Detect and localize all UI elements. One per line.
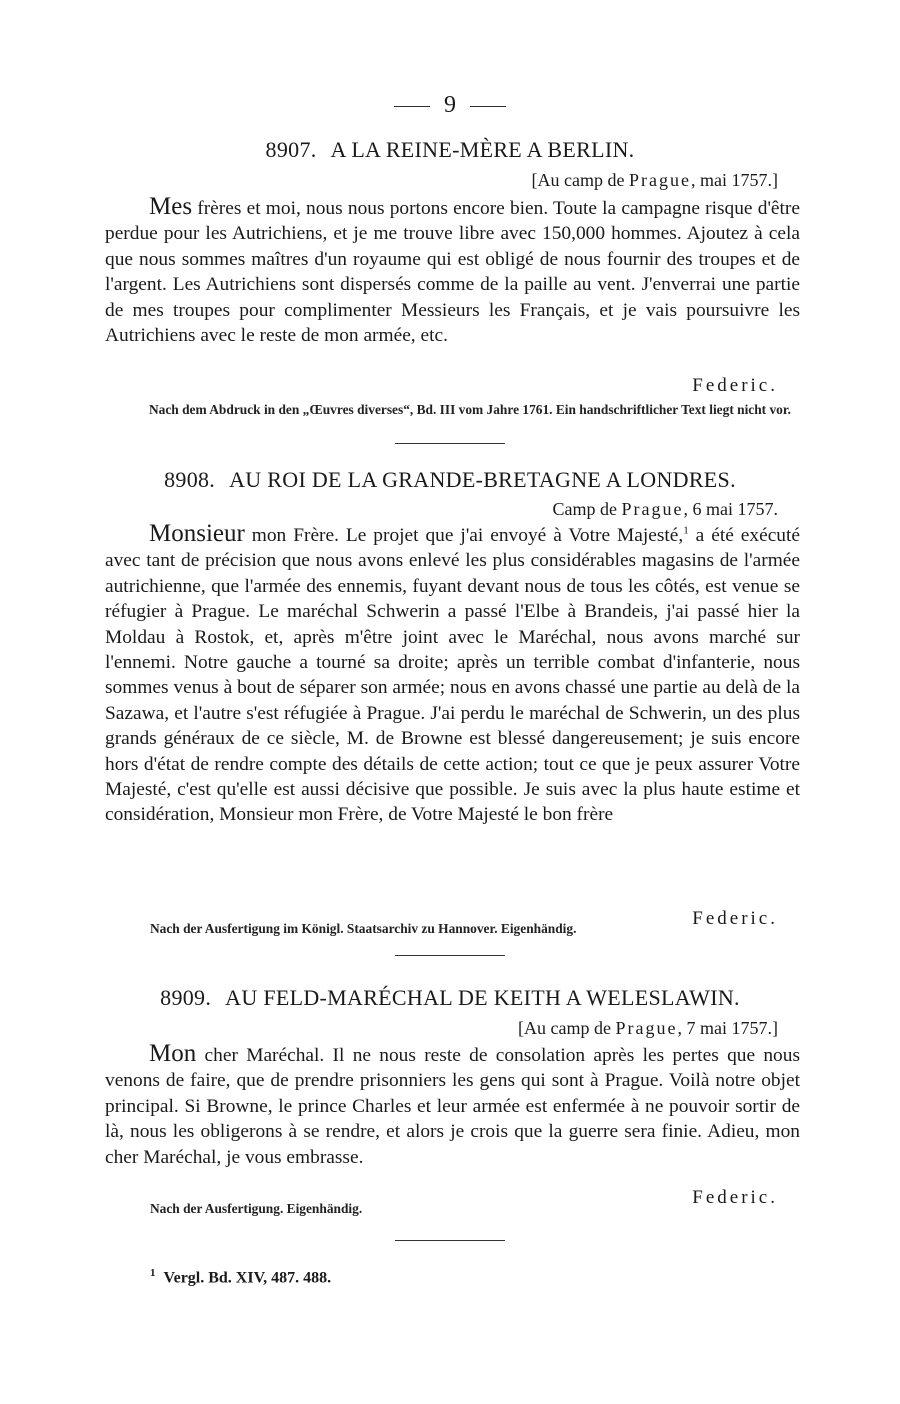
page-number-dash-right bbox=[470, 106, 506, 107]
footnote-mark: 1 bbox=[150, 1267, 156, 1279]
page-number: 9 bbox=[0, 90, 900, 120]
dateline-8907: [Au camp de Prague, mai 1757.] bbox=[531, 170, 778, 190]
signature-8907: Federic. bbox=[692, 375, 778, 396]
letter-title: A LA REINE-MÈRE A BERLIN. bbox=[330, 137, 635, 162]
separator-rule bbox=[395, 443, 505, 444]
letter-title: AU ROI DE LA GRANDE-BRETAGNE A LONDRES. bbox=[229, 467, 736, 492]
separator-rule bbox=[395, 1240, 505, 1241]
letter-body-8909: Mon cher Maréchal. Il ne nous reste de consolation après les pertes que nous venons de faire, que de prendre prisonniers les gens qui sont à Prague. Voilà notre objet principal. Si Browne, le prince Charles et leur armée est enfermée à ne pouvoir sortir de là, nous les obligerons à se rendre, et alors je crois que la guerre sera finie. Adieu, mon cher Maréchal, je vous embrasse. bbox=[105, 1040, 800, 1168]
letter-heading-8907 bbox=[0, 136, 900, 164]
letter-number: 8907. bbox=[265, 137, 317, 162]
letter-number: 8909. bbox=[160, 985, 212, 1010]
letter-title: AU FELD-MARÉCHAL DE KEITH A WELESLAWIN. bbox=[225, 985, 740, 1010]
dateline-8908: Camp de Prague, 6 mai 1757. bbox=[552, 499, 778, 519]
signature-8908: Federic. bbox=[692, 908, 778, 929]
footnote-reference: 1 bbox=[683, 524, 689, 537]
dateline-8909: [Au camp de Prague, 7 mai 1757.] bbox=[518, 1018, 778, 1038]
source-note-8908: Nach der Ausfertigung im Königl. Staatsarchiv zu Hannover. Eigenhändig. bbox=[150, 921, 577, 936]
footnote bbox=[150, 1262, 331, 1289]
source-note-8907: Nach dem Abdruck in den „Œuvres diverses“, Bd. III vom Jahre 1761. Ein handschriftlicher Text liegt nicht vor. bbox=[149, 402, 791, 417]
letter-heading-8908 bbox=[0, 466, 900, 494]
page-number-dash-left bbox=[394, 106, 430, 107]
letter-body-8907: Mes frères et moi, nous nous portons encore bien. Toute la campagne risque d'être perdue pour les Autrichiens, et je me trouve libre avec 150,000 hommes. Ajoutez à cela que nous sommes maîtres d'un royaume qui est obligé de nous fournir des troupes et de l'argent. Les Autrichiens sont dispersés comme de la paille au vent. J'enverrai une partie de mes troupes pour complimenter Messieurs les Français, et je vais poursuivre les Autrichiens avec le reste de mon armée, etc. bbox=[105, 193, 800, 347]
letter-heading-8909 bbox=[0, 984, 900, 1012]
letter-body-8908: Monsieur mon Frère. Le projet que j'ai envoyé à Votre Majesté,$^1$ a été exécuté avec tant de précision que nous avons enlevé les plus considérables magasins de l'armée autrichienne, que l'armée des ennemis, fuyant devant nous de tous les côtés, est venue se réfugier à Prague. Le maréchal Schwerin a passé l'Elbe à Brandeis, j'ai passé hier la Moldau à Rostok, et, après m'être joint avec le Maréchal, nous avons marché sur l'ennemi. Notre gauche a tourné sa droite; après un terrible combat d'infanterie, nous sommes venus à bout de séparer son armée; nous en avons chassé une partie au delà de la Sazawa, et l'autre s'est réfugiée à Prague. J'ai perdu le maréchal de Schwerin, un des plus grands généraux de ce siècle, M. de Browne est blessé dangereusement; je suis encore hors d'état de rendre compte des détails de cette action; tout ce que je peux assurer Votre Majesté, c'est qu'elle est aussi décisive que possible. Je suis avec la plus haute estime et considération, Monsieur mon Frère, de Votre Majesté le bon frère bbox=[105, 520, 800, 826]
footnote-text: Vergl. Bd. XIV, 487. 488. bbox=[163, 1269, 332, 1287]
letter-number: 8908. bbox=[164, 467, 216, 492]
separator-rule bbox=[395, 955, 505, 956]
signature-8909: Federic. bbox=[692, 1187, 778, 1208]
source-note-8909: Nach der Ausfertigung. Eigenhändig. bbox=[150, 1201, 363, 1216]
